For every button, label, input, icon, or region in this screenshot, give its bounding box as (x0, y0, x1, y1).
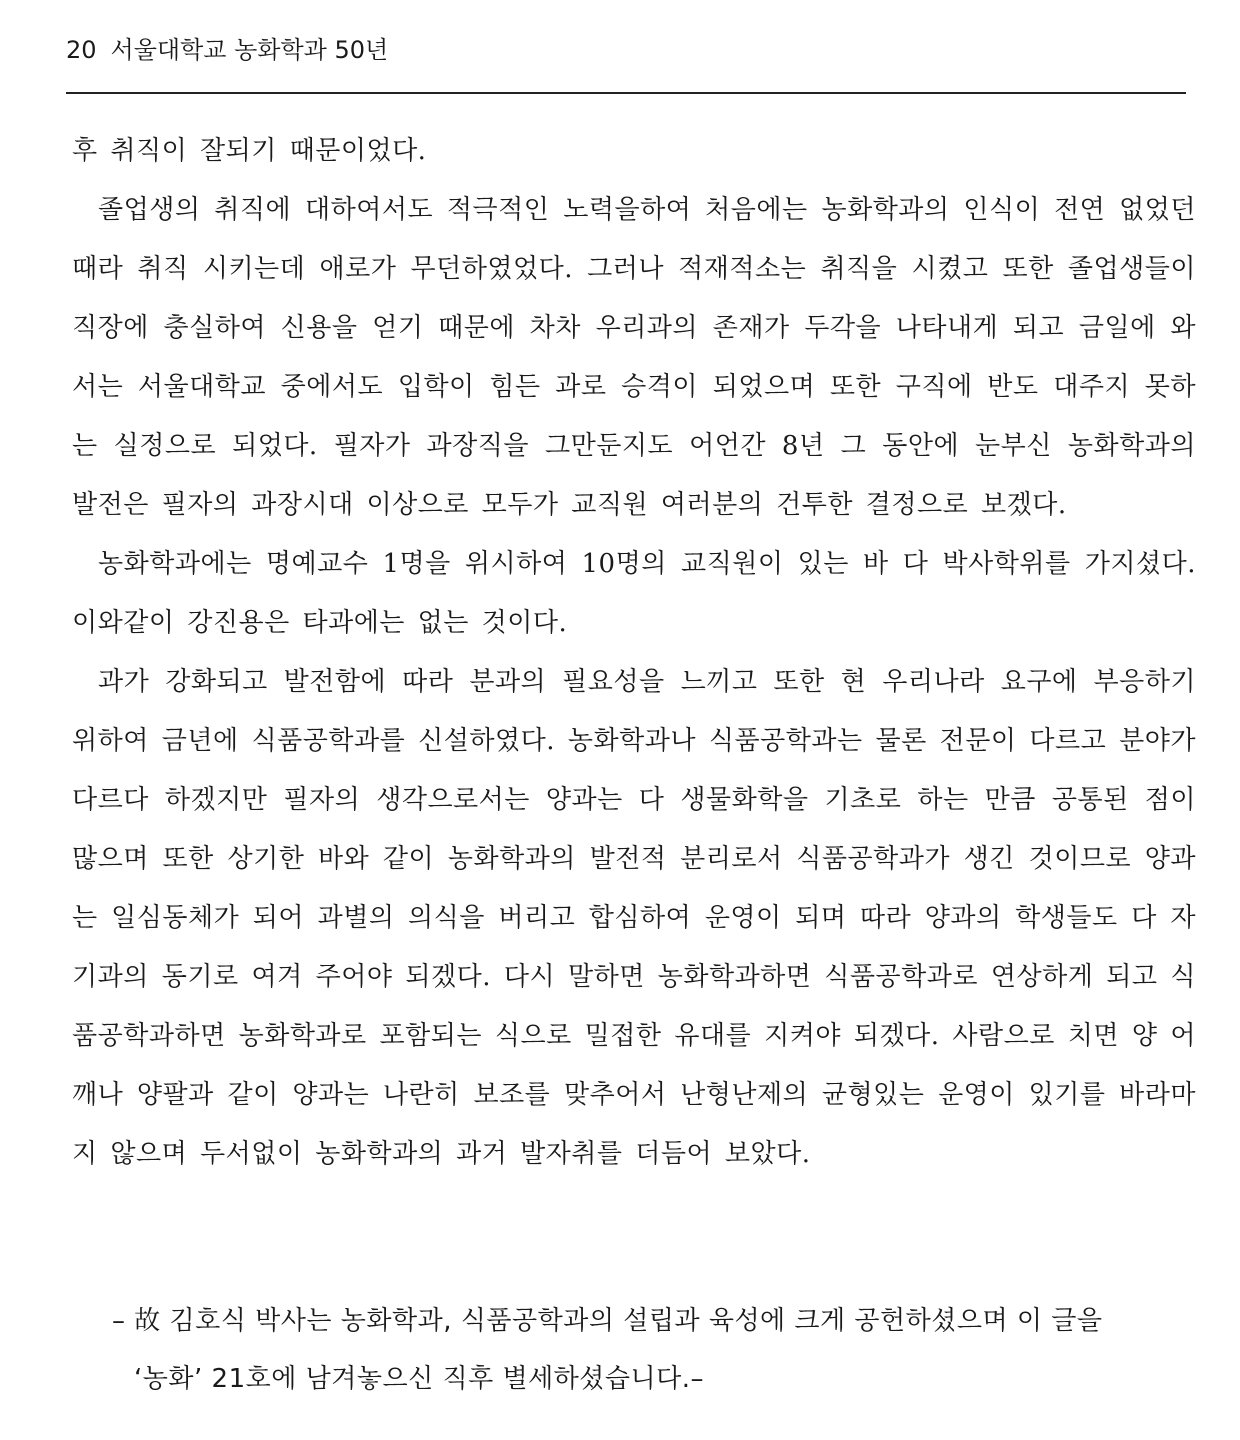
book-title: 서울대학교 농화학과 50년 (110, 36, 389, 64)
paragraph-4: 과가 강화되고 발전함에 따라 분과의 필요성을 느끼고 또한 현 우리나라 요구에 부응하기 위하여 금년에 식품공학과를 신설하였다. 농화학과나 식품공학과는 물론 전문이 다르고 분야가 다르다 하겠지만 필자의 생각으로서는 양과는 다 생물화학을 기초로 하는 만큼 공통된 점이 많으며 또한 상기한 바와 같이 농화학과의 발전적 분리로서 식품공학과가 생긴 것이므로 양과는 일심동체가 되어 과별의 의식을 버리고 합심하여 운영이 되며 따라 양과의 학생들도 다 자기과의 동기로 여겨 주어야 되겠다. 다시 말하면 농화학과하면 식품공학과로 연상하게 되고 식품공학과하면 농화학과로 포함되는 식으로 밀접한 유대를 지켜야 되겠다. 사람으로 치면 양 어깨나 양팔과 같이 양과는 나란히 보조를 맞추어서 난형난제의 균형있는 운영이 있기를 바라마지 않으며 두서없이 농화학과의 과거 발자취를 더듬어 보았다. (72, 667, 1196, 1169)
paragraph-2: 졸업생의 취직에 대하여서도 적극적인 노력을하여 처음에는 농화학과의 인식이 전연 없었던 때라 취직 시키는데 애로가 무던하였었다. 그러나 적재적소는 취직을 시켰고 또한 졸업생들이 직장에 충실하여 신용을 얻기 때문에 차차 우리과의 존재가 두각을 나타내게 되고 금일에 와서는 서울대학교 중에서도 입학이 힘든 과로 승격이 되었으며 또한 구직에 반도 대주지 못하는 실정으로 되었다. 필자가 과장직을 그만둔지도 어언간 8년 그 동안에 눈부신 농화학과의 발전은 필자의 과장시대 이상으로 모두가 교직원 여러분의 건투한 결정으로 보겠다. (72, 195, 1196, 520)
memorial-note-line-2: ‘농화’ 21호에 남겨놓으신 직후 별세하셨습니다.– (134, 1364, 705, 1394)
paragraph-1: 후 취직이 잘되기 때문이었다. (72, 136, 427, 166)
body-text (72, 122, 1196, 1184)
paragraph-3: 농화학과에는 명예교수 1명을 위시하여 10명의 교직원이 있는 바 다 박사학위를 가지셨다. 이와같이 강진용은 타과에는 없는 것이다. (72, 549, 1196, 638)
header-rule (66, 92, 1186, 94)
memorial-note (112, 1292, 1192, 1408)
page-number: 20 (66, 36, 97, 64)
running-header (66, 34, 388, 66)
memorial-note-line-1: – 故 김호식 박사는 농화학과, 식품공학과의 설립과 육성에 크게 공헌하셨으며 이 글을 (112, 1306, 1103, 1336)
